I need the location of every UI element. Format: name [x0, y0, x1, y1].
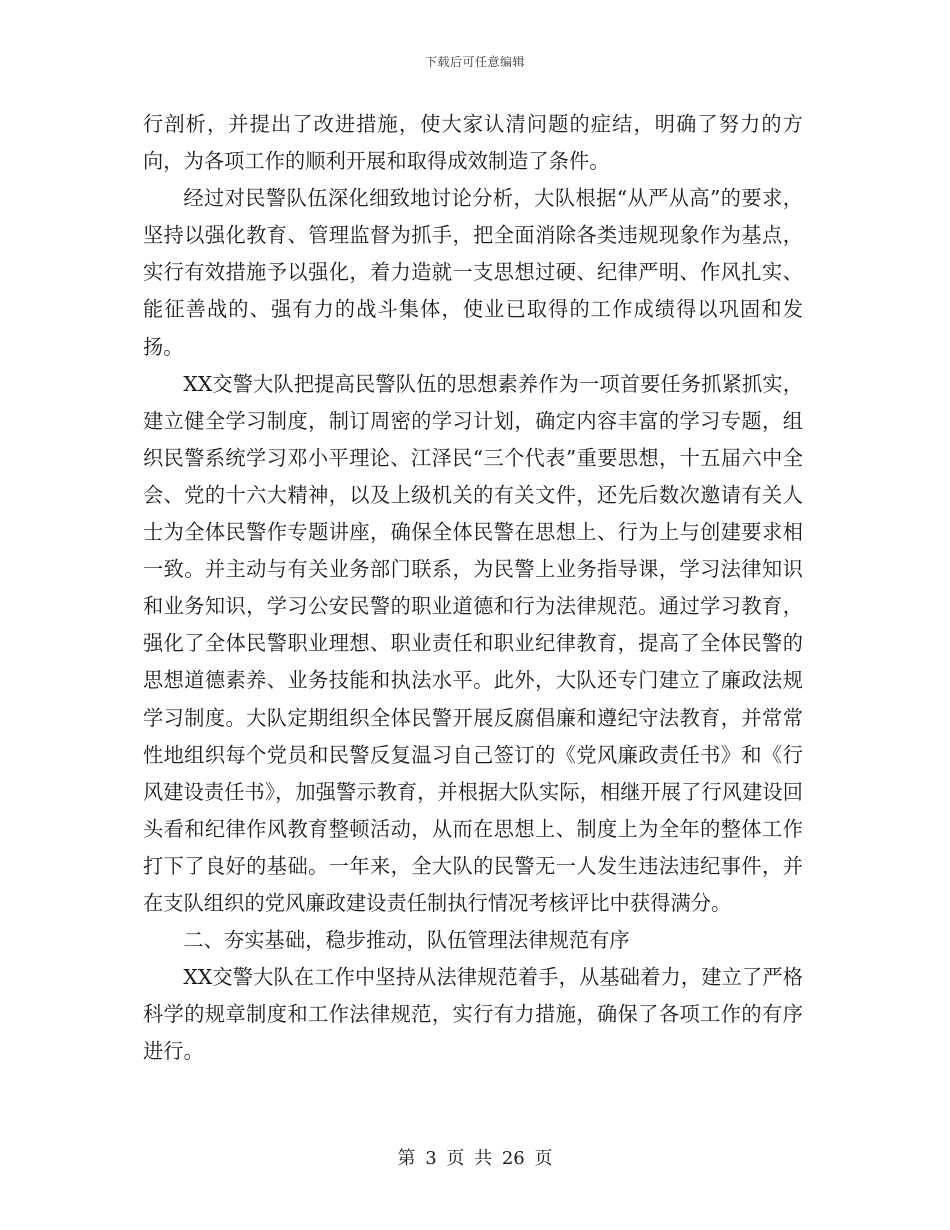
paragraph-3: XX交警大队把提高民警队伍的思想素养作为一项首要任务抓紧抓实，建立健全学习制度，制订周密的学习计划，确定内容丰富的学习专题，组织民警系统学习邓小平理论、江泽民“三个代表”重要思想，十五届六中全会、党的十六大精神，以及上级机关的有关文件，还先后数次邀请有关人士为全体民警作专题讲座，确保全体民警在思想上、行为上与创建要求相一致。并主动与有关业务部门联系，为民警上业务指导课，学习法律知识和业务知识，学习公安民警的职业道德和行为法律规范。通过学习教育，强化了全体民警职业理想、职业责任和职业纪律教育，提高了全体民警的思想道德素养、业务技能和执法水平。此外，大队还专门建立了廉政法规学习制度。大队定期组织全体民警开展反腐倡廉和遵纪守法教育，并常常性地组织每个党员和民警反复温习自己签订的《党风廉政责任书》和《行风建设责任书》，加强警示教育，并根据大队实际，相继开展了行风建设回头看和纪律作风教育整顿活动，从而在思想上、制度上为全年的整体工作打下了良好的基础。一年来，全大队的民警无一人发生违法违纪事件，并在支队组织的党风廉政建设责任制执行情况考核评比中获得满分。: [143, 371, 803, 915]
paragraph-4: XX交警大队在工作中坚持从法律规范着手，从基础着力，建立了严格科学的规章制度和工作法律规范，实行有力措施，确保了各项工作的有序进行。: [143, 965, 803, 1064]
page-number: 第 3 页 共 26 页: [397, 1148, 553, 1169]
section-heading: 二、夯实基础，稳步推动，队伍管理法律规范有序: [183, 928, 630, 953]
document-body: [143, 106, 803, 1070]
paragraph-1: 行剖析，并提出了改进措施，使大家认清问题的症结，明确了努力的方向，为各项工作的顺利开展和取得成效制造了条件。: [143, 112, 803, 174]
page-header: 下载后可任意编辑: [424, 55, 525, 69]
paragraph-2: 经过对民警队伍深化细致地讨论分析，大队根据“从严从高”的要求，坚持以强化教育、管理监督为抓手，把全面消除各类违规现象作为基点，实行有效措施予以强化，着力造就一支思想过硬、纪律严明、作风扎实、能征善战的、强有力的战斗集体，使业已取得的工作成绩得以巩固和发扬。: [143, 186, 803, 359]
